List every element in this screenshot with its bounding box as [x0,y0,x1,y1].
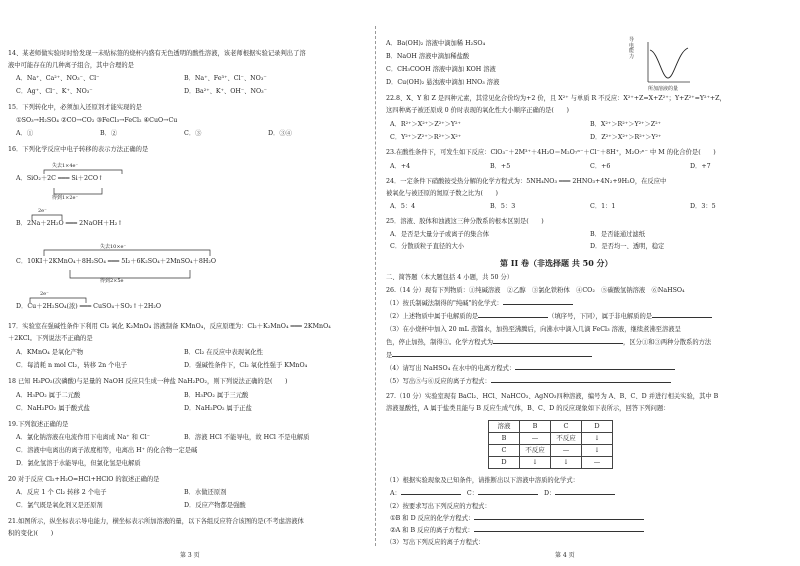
q21-option-d: D．Cu(OH)₂ 悬浊液中滴加 HNO₃ 溶液 [386,79,500,86]
q24-option-c: C．1：1 [590,203,616,210]
q18-option-c: C．NaH₂PO₂ 属于酸式盐 [16,405,90,412]
q27-sub1-answers [390,490,615,499]
table-cell: D [489,457,520,469]
q15-option-c: C．③ [184,130,202,137]
table-header-cell: C [551,421,582,433]
q22-stem-line2: 这四种离子被还原成 0 价时表现的氧化性大小顺序正确的是( ) [386,107,569,114]
q24-option-b: B．5：3 [490,203,516,210]
q27-sub2b-text: ②A 和 B 反应的离子方程式： [390,527,474,534]
q25-option-b: B．是否能通过滤纸 [590,231,646,238]
table-cell: C [489,445,520,457]
q26-line6-text: 是 [386,352,393,359]
graph-y-label: 导电能力 [629,37,635,60]
q27-sub2a [390,515,644,524]
table-cell: 不反应 [551,433,582,445]
q26-line3-text: （2）上述物质中属于电解质的是 [386,313,479,320]
q27-answer-2a[interactable] [474,519,644,520]
q19-option-d: D．氯化氢溶于水能导电，但氯化氢是电解质 [16,460,141,467]
q26-answer-blank-2[interactable] [478,317,548,318]
table-row [489,457,613,469]
q23-option-b: B．+5 [490,163,511,170]
q26-line3b-text: （填序号，下同），属于非电解质的是 [548,313,653,320]
q25-option-d: D．是否均一、透明，稳定 [590,243,665,250]
q27-sub2b [390,527,644,536]
q20-option-c: C．氯气既是氧化剂又是还原剂 [16,502,103,509]
q16-option-b: B．2Na＋2H₂O ═══ 2NaOH＋H₂↑ [16,220,123,227]
q22-option-c: C．Y²⁺＞Z²⁺＞R²⁺＞X²⁺ [390,134,462,141]
q26-line7-text: （4）请写出 NaHSO₄ 在水中的电离方程式： [386,365,516,372]
q14-stem-line2: 液中可能存在的几种离子组合，其中合理的是 [8,62,134,69]
table-cell: — [582,457,613,469]
q23-option-d: D．+7 [690,163,711,170]
q26-line6 [386,352,592,361]
table-cell: 不反应 [520,445,551,457]
q27-sub1: （1）根据实验现象及已知条件，请推断出以下溶液中溶质的化学式： [386,477,579,484]
q26-line5 [386,339,711,348]
q22-option-b: B．X²⁺＞R²⁺＞Y²⁺＞Z²⁺ [590,121,661,128]
q14-option-b: B．Na⁺、Fe³⁺、Cl⁻、NO₃⁻ [184,75,267,82]
q16-stem: 16．下列化学反应中电子转移的表示方法正确的是 [8,146,149,153]
q21-stem-line2: 积的变化)( ) [8,530,54,537]
q27-answer-a[interactable] [401,494,461,495]
q24-option-a: A．5：4 [390,203,416,210]
q16-a-top-label: 失去1×4e⁻ [52,163,79,169]
table-row [489,445,613,457]
table-cell: ↓ [582,445,613,457]
q25-option-c: C．分散质粒子直径的大小 [390,243,465,250]
q24-option-d: D．3：5 [690,203,716,210]
q27-answer-c[interactable] [478,494,538,495]
table-header-cell: 溶液 [489,421,520,433]
q16-a-bottom-label: 得到1×2e⁻ [52,195,79,201]
q23-option-c: C．+6 [590,163,611,170]
q26-line7 [386,365,675,374]
section2-subtitle: 二、简答题（本大题包括 4 小题，共 50 分） [386,274,514,281]
q18-option-d: D．NaH₂PO₂ 属于正盐 [184,405,252,412]
q16-b-top-label: 2e⁻ [38,208,47,214]
q21-option-b: B．NaOH 溶液中滴加稀盐酸 [386,53,470,60]
q23-option-a: A．+4 [390,163,411,170]
q15-option-d: D．③④ [268,130,292,137]
q26-line8-text: （5）写出⑤与⑥反应的离子方程式： [386,378,491,385]
q17-option-b: B．Cl₂ 在反应中表现氧化性 [184,349,263,356]
table-cell: B [489,433,520,445]
q24-stem-line1: 24．一定条件下硝酸铵受热分解的化学方程式为：5NH₄NO₃ ═══ 2HNO₃+4N₂+9H₂O，在反应中 [386,178,667,185]
conductivity-graph [638,38,692,92]
q20-option-a: A．反应 1 个 Cl₂ 转移 2 个电子 [16,489,107,496]
q26-answer-blank-7[interactable] [491,382,671,383]
section2-title: 第 II 卷（非选择题 共 50 分） [500,258,613,268]
q22-stem-line1: 22.8、X、Y 和 Z 是四种元素，其常见化合价均为+2 价，且 X²⁺ 与单质 R 不反应：X²⁺+Z=X+Z²⁺；Y+Z²⁺=Y²⁺+Z， [386,95,726,102]
q26-line5-text: 色，停止加热，制得③。化学方程式为 [386,339,494,346]
table-header-cell: B [520,421,551,433]
q26-line2 [386,300,573,309]
q15-option-a: A．① [16,130,34,137]
table-cell: ↓ [520,457,551,469]
q22-option-d: D．Z²⁺＞X²⁺＞R²⁺＞Y²⁺ [590,134,662,141]
q26-answer-blank-6[interactable] [515,369,675,370]
right-page [380,0,800,566]
table-cell: ↓ [582,433,613,445]
q16-a-equation: SiO₂＋2C ═══ Si＋2CO↑ [26,175,104,182]
q21-option-a: A．Ba(OH)₂ 溶液中滴加稀 H₂SO₄ [386,40,486,47]
q18-stem: 18 已知 H₃PO₂(次磷酸)与足量的 NaOH 反应只生成一种盐 NaH₂PO₂，则下列说法正确的是( ) [8,378,288,385]
q14-option-d: D．Ba²⁺、K⁺、OH⁻、NO₃⁻ [184,88,267,95]
q14-option-a: A．Na⁺、Ca²⁺、NO₃⁻、Cl⁻ [16,75,100,82]
page-number-left: 第 3 页 [180,551,200,559]
q20-stem: 20 对于反应 Cl₂+H₂O=HCl+HClO 的叙述正确的是 [8,476,160,483]
table-header-row [489,421,613,433]
q17-stem-line1: 17．实验室在强碱性条件下利用 Cl₂ 氧化 K₂MnO₄ 溶液制备 KMnO₄，反应原理为：Cl₂＋K₂MnO₄ ═══ 2KMnO₄ [8,323,331,330]
q25-option-a: A．是否是大量分子或离子的集合体 [390,231,490,238]
q16-option-c: C．10KI＋2KMnO₄＋8H₂SO₄ ═══ 5I₂＋6K₂SO₄＋2MnSO₄＋8H₂O [16,258,217,265]
q17-option-d: D．强碱性条件下，Cl₂ 氧化性强于 KMnO₄ [184,362,308,369]
q27-line1: 27.（10 分）实验室现有 BaCl₂、HCl、NaHCO₃、AgNO₃四种溶液，编号为 A、B、C、D 并进行相关实验，其中 B [386,393,719,400]
q19-option-b: B．溶液 HCl 不能导电，故 HCl 不是电解质 [184,434,310,441]
q26-answer-blank-3[interactable] [652,317,712,318]
table-cell: ↓ [551,457,582,469]
table-cell: — [520,433,551,445]
q21-option-c: C．CH₃COOH 溶液中滴加 KOH 溶液 [386,66,496,73]
q18-option-a: A．H₃PO₂ 属于二元酸 [16,392,81,399]
q27-line2: 溶液显酸性，A 属于盐类且能与 B 反应生成气体，B、C、D 的反应现象如下表所示，回答下列问题： [386,405,670,412]
left-page [0,0,380,566]
q17-option-a: A．KMnO₄ 是氧化产物 [16,349,84,356]
q15-option-b: B．② [100,130,118,137]
q16-c-bottom-label: 得到2×5e [100,278,124,284]
q25-stem: 25．溶液、胶体和浊液这三种分散系的根本区别是( ) [386,218,544,225]
table-cell: — [551,445,582,457]
q16-d-top-label: 2e⁻ [40,291,49,297]
q26-line5b-text: ，区分①和③两种分散系的方法 [623,339,712,346]
q27-sub2a-text: ①B 和 D 反应的化学方程式： [390,515,475,522]
q24-stem-line2: 被氧化与被还原的氮原子数之比为( ) [386,190,498,197]
q21-stem-line1: 21.如图所示，纵坐标表示导电能力，横坐标表示所加溶液的量，以下各组反应符合该图的是(不考虑溶液体 [8,518,304,525]
q27-label-c: C： [466,490,478,497]
q26-answer-blank-5[interactable] [392,356,592,357]
q17-stem-line2: ＋2KCl。下列说法不正确的是 [8,335,93,342]
table-header-cell: D [582,421,613,433]
page-divider [375,26,376,546]
q20-option-d: D．反应产物都是强酸 [184,502,246,509]
q27-sub2: （2）按要求写出下列反应的方程式： [386,503,491,510]
q26-answer-blank-1[interactable] [503,304,573,305]
q15-items: ①SO₃→H₂SO₄ ②CO→CO₂ ③FeCl₃→FeCl₂ ④CuO→Cu [16,117,178,124]
q27-answer-2b[interactable] [474,531,644,532]
q16-b-equation: 2Na＋2H₂O ═══ 2NaOH＋H₂↑ [26,220,123,227]
reaction-table [488,420,613,469]
q17-option-c: C．每消耗 n mol Cl₂，转移 2n 个电子 [16,362,128,369]
q23-stem: 23.在酸性条件下，可发生如下反应：ClO₃⁻＋2M³⁺＋4H₂O＝M₂O₇ⁿ⁻＋Cl⁻＋8H⁺，M₂O₇ⁿ⁻ 中 M 的化合价是( ) [386,149,716,156]
q15-stem: 15．下列转化中，必须加入还原剂才能实现的是 [8,104,142,111]
q27-sub3: （3）写出下列反应的离子方程式： [386,539,485,546]
q26-answer-blank-4[interactable] [493,343,623,344]
page-number-right: 第 4 页 [555,551,575,559]
q18-option-b: B．H₃PO₂ 属于三元酸 [184,392,249,399]
graph-x-label: 所加溶液的量 [648,86,679,92]
q14-stem-line1: 14、某老师做实验时时恰发现一未贴标签的烧杯内盛有无色透明的酸性溶液，该老师根据实验记录判出了溶 [8,50,306,57]
q26-line2-text: （1）按氏制碱法制得的"纯碱"的化学式： [386,300,503,307]
q27-label-d: D： [544,490,556,497]
q16-option-a: A．SiO₂＋2C ═══ Si＋2CO↑ [16,175,104,182]
q16-c-top-label: 失去10×e⁻ [100,244,127,250]
q14-option-c: C．Ag⁺、Cl⁻、K⁺、NO₃⁻ [16,88,93,95]
q16-option-d: D．Cu＋2H₂SO₄(浓) ═══ CuSO₄＋SO₂↑＋2H₂O [16,303,162,310]
q16-d-equation: Cu＋2H₂SO₄(浓) ═══ CuSO₄＋SO₂↑＋2H₂O [27,303,162,310]
q16-c-equation: 10KI＋2KMnO₄＋8H₂SO₄ ═══ 5I₂＋6K₂SO₄＋2MnSO₄＋8H₂O [27,258,217,265]
q26-line1: 26.（14 分）现有下列物质：①纯碱溶液 ②乙醇 ③氯化铁粉体 ④CO₂ ⑤碳酸氢钠溶液 ⑥NaHSO₄ [386,287,685,294]
q27-label-a: A： [390,490,401,497]
q22-option-a: A．R²⁺＞X²⁺＞Z²⁺＞Y²⁺ [390,121,461,128]
q27-answer-d[interactable] [555,494,615,495]
q19-option-c: C．溶液中电离出的离子浓度相等，电离出 H⁺ 的化合物一定是碱 [16,447,198,454]
q26-line8 [386,378,671,387]
q20-option-b: B．水做还原剂 [184,489,227,496]
q26-line4: （3）在小烧杯中加入 20 mL 蒸馏水，加热至沸腾后，向沸水中滴入几滴 FeCl₃ 溶液，继续煮沸至溶液呈 [386,326,681,333]
q19-option-a: A．氯化钠溶液在电流作用下电离成 Na⁺ 和 Cl⁻ [16,434,151,441]
table-row [489,433,613,445]
q26-line3 [386,313,712,322]
q19-stem: 19.下列叙述正确的是 [8,421,69,428]
